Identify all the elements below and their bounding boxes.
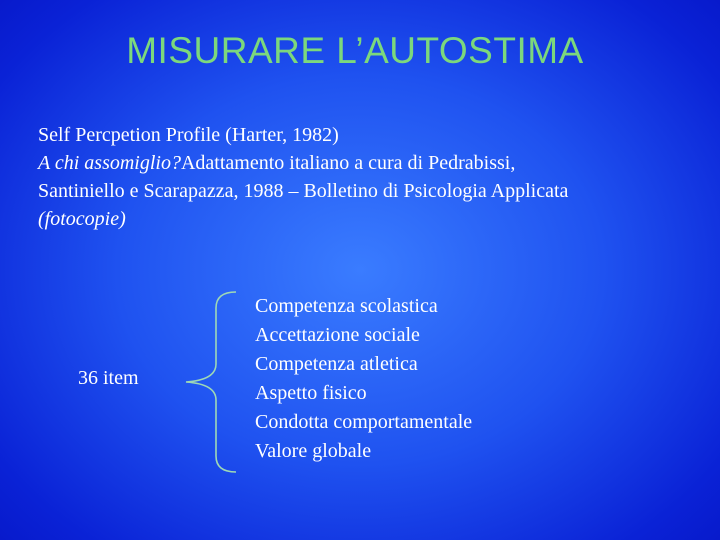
intro-text [38,121,708,233]
item-count-label: 36 item [78,367,139,389]
slide-title: MISURARE L’AUTOSTIMA [126,30,584,71]
intro-line-2-rest: Adattamento italiano a cura di Pedrabissi, [180,152,516,174]
intro-line-2-italic: A chi assomiglio? [38,152,181,174]
intro-line-3: Santiniello e Scarapazza, 1988 – Bolletino di Psicologia Applicata [38,180,569,202]
scale-item: Valore globale [255,440,372,462]
intro-line-4 [38,205,708,233]
intro-line-4-italic: (fotocopie) [38,208,126,230]
scale-item: Aspetto fisico [255,382,367,404]
scale-item: Condotta comportamentale [255,411,473,433]
scale-item: Competenza scolastica [255,295,438,317]
intro-line-2 [38,149,708,177]
curly-brace [180,288,240,478]
scale-item: Competenza atletica [255,353,418,375]
intro-line-1: Self Percpetion Profile (Harter, 1982) [38,124,339,146]
scale-item: Accettazione sociale [255,324,420,346]
scales-list [255,292,472,466]
